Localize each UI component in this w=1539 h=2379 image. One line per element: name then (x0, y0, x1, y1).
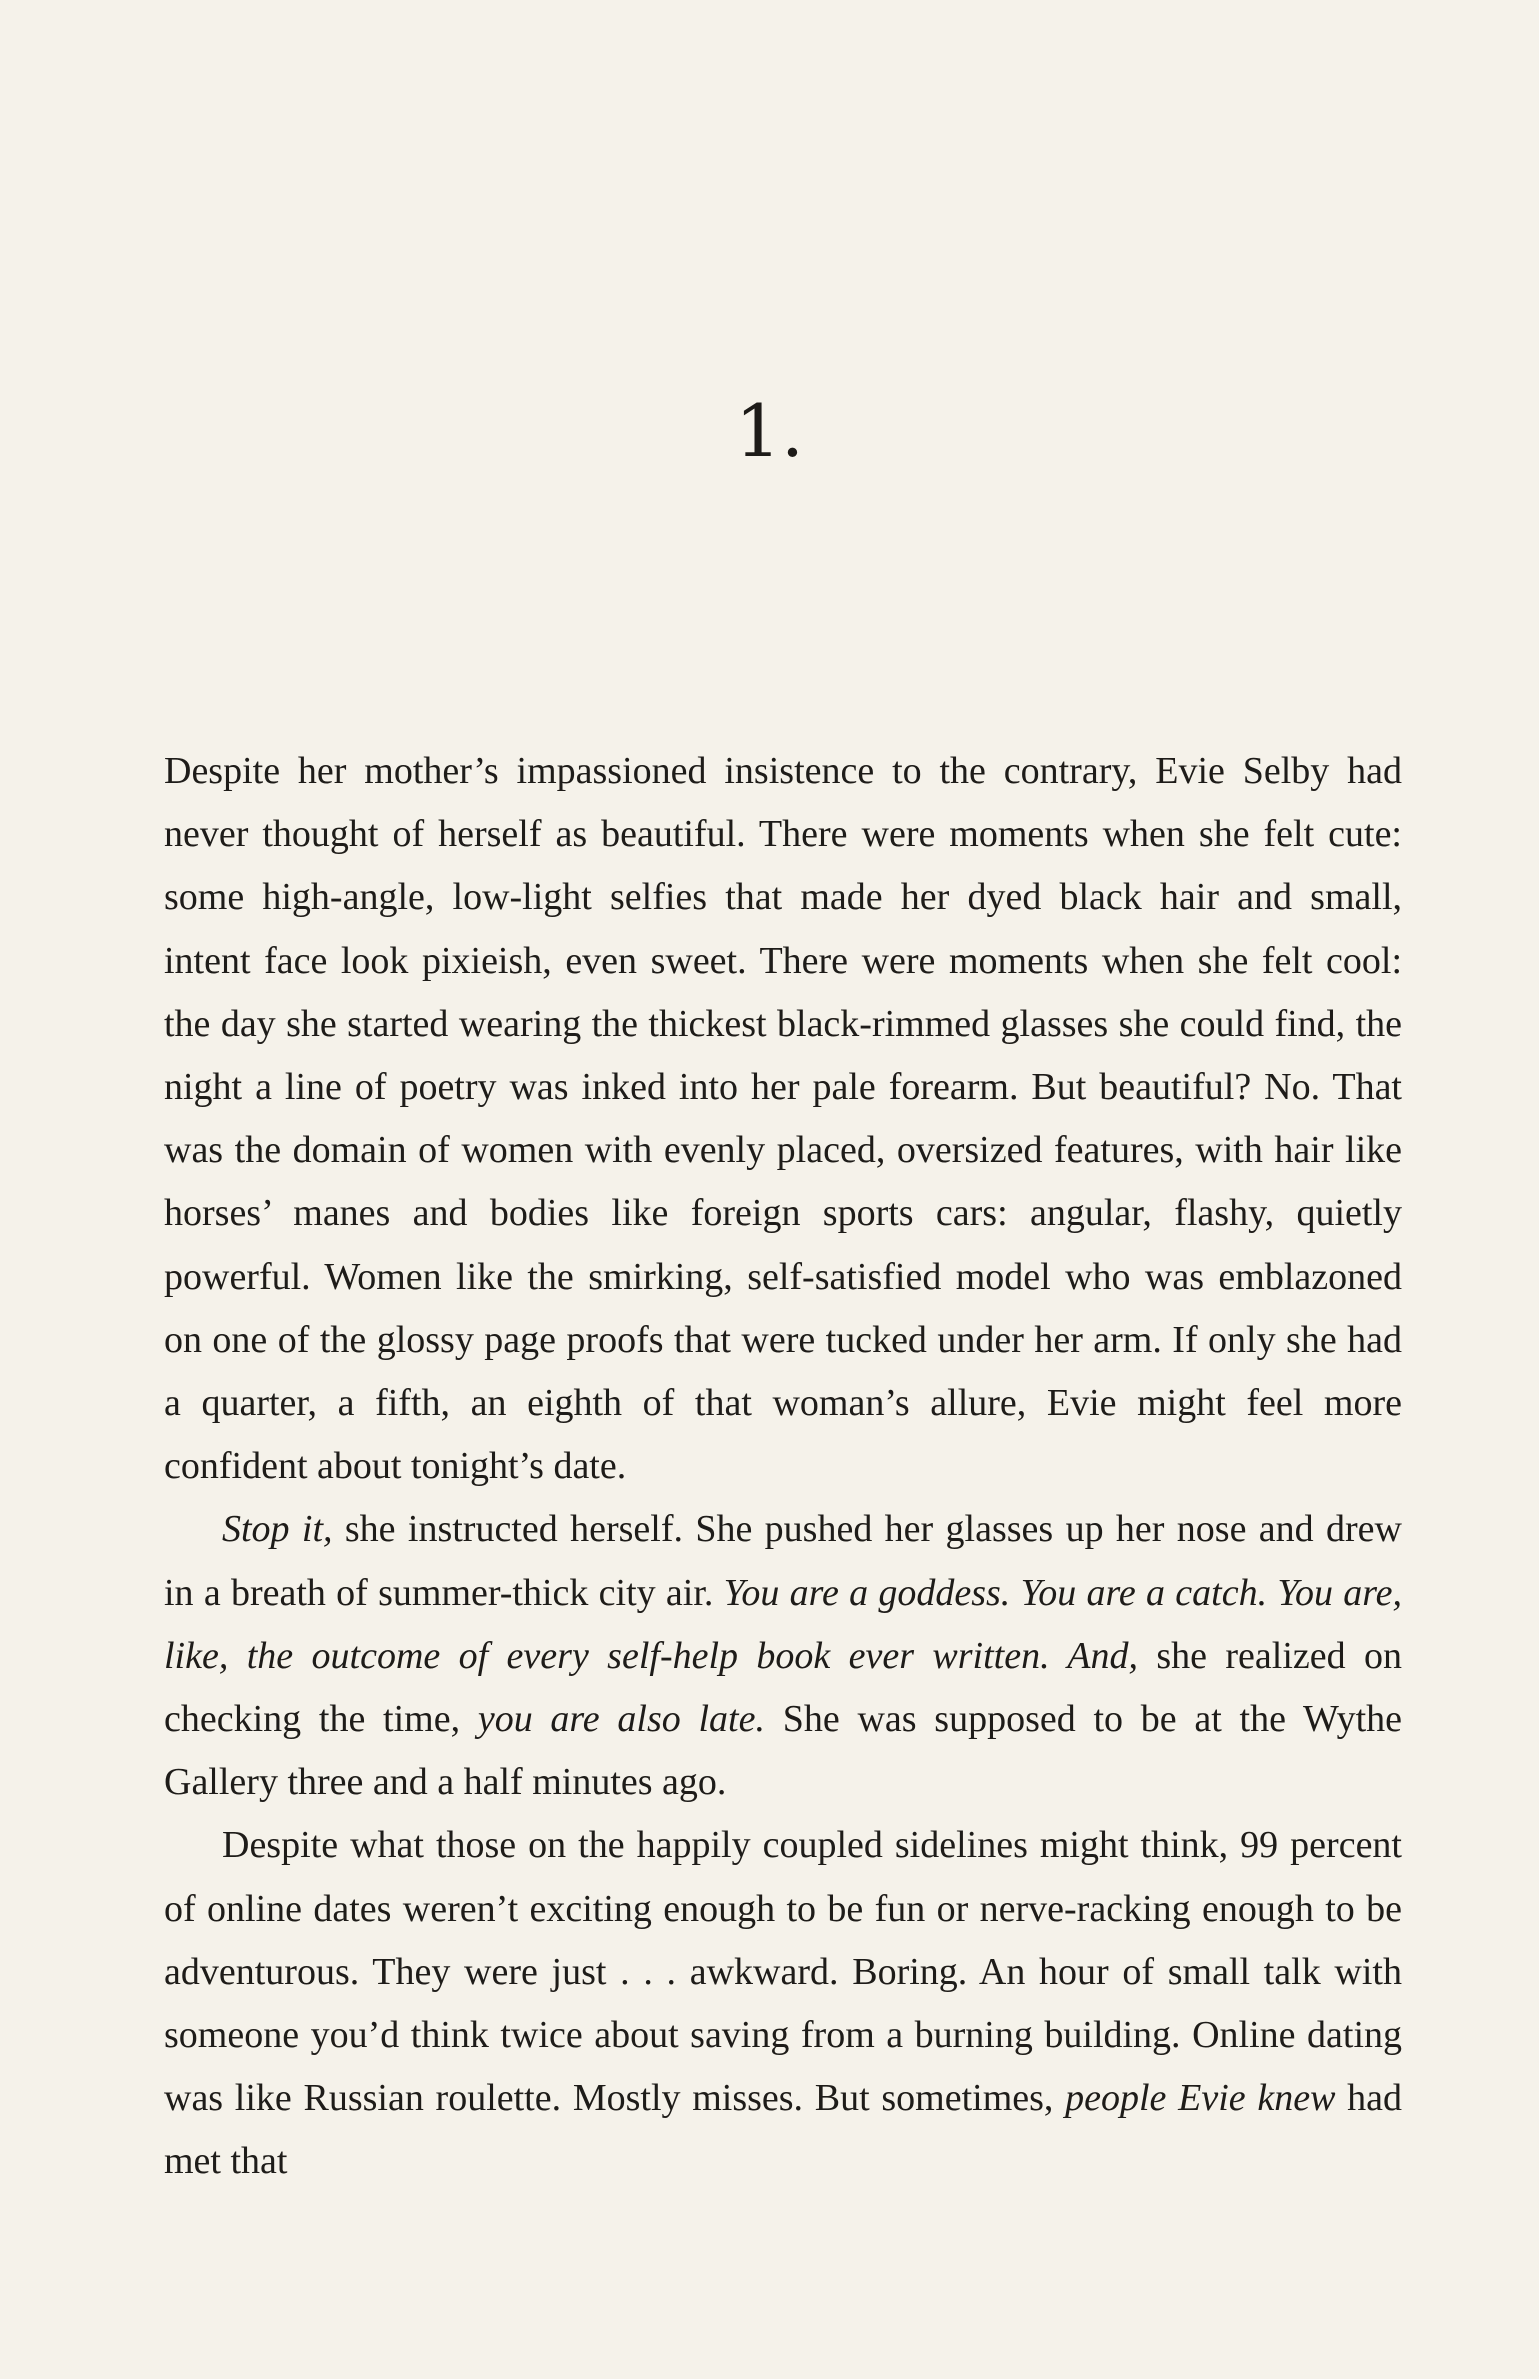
paragraph-3-text-1: Despite what those on the happily coupled sidelines might think, 99 percent of online dates weren’t exciting enough to be fun or nerve-racking enough to be adventurous. They were just . . . awkward. Boring. An hour of small talk with someone you’d think twice about saving from a burning building. Online dating was like Russian roulette. Mostly misses. But sometimes, (164, 1824, 1402, 2120)
paragraph-2-italic-2: You are a goddess. You are a catch. You are, like, the outcome of every self-help book ever written. And, (164, 1571, 1402, 1677)
paragraph-3-italic-1: people Evie knew (1065, 2077, 1336, 2120)
paragraph-1 (164, 740, 1402, 1498)
paragraph-2-text-2: she realized on checking the time, (164, 1634, 1402, 1741)
chapter-number: 1. (735, 389, 804, 473)
paragraph-2-italic-3: you are also late. (477, 1698, 765, 1741)
paragraph-2-text-3: She was supposed to be at the Wythe Gallery three and a half minutes ago. (164, 1698, 1403, 1804)
chapter-body (164, 740, 1402, 2194)
paragraph-1-text: Despite her mother’s impassioned insistence to the contrary, Evie Selby had never thought of herself as beautiful. There were moments when she felt cute: some high-angle, low-light selfies that made her dyed black hair and small, intent face look pixieish, even sweet. There were moments when she felt cool: the day she started wearing the thickest black-rimmed glasses she could find, the night a line of poetry was inked into her pale forearm. But beautiful? No. That was the domain of women with evenly placed, oversized features, with hair like horses’ manes and bodies like foreign sports cars: angular, flashy, quietly powerful. Women like the smirking, self-satisfied model who was emblazoned on one of the glossy page proofs that were tucked under her arm. If only she had a quarter, a fifth, an eighth of that woman’s allure, Evie might feel more confident about tonight’s date. (164, 750, 1402, 1488)
paragraph-2-text-1: she instructed herself. She pushed her glasses up her nose and drew in a breath of summer-thick city air. (164, 1508, 1402, 1614)
paragraph-3 (164, 1814, 1402, 2193)
paragraph-2 (164, 1498, 1402, 1814)
paragraph-3-text-2: had met that (164, 2077, 1402, 2183)
paragraph-2-italic-1: Stop it, (222, 1508, 333, 1551)
